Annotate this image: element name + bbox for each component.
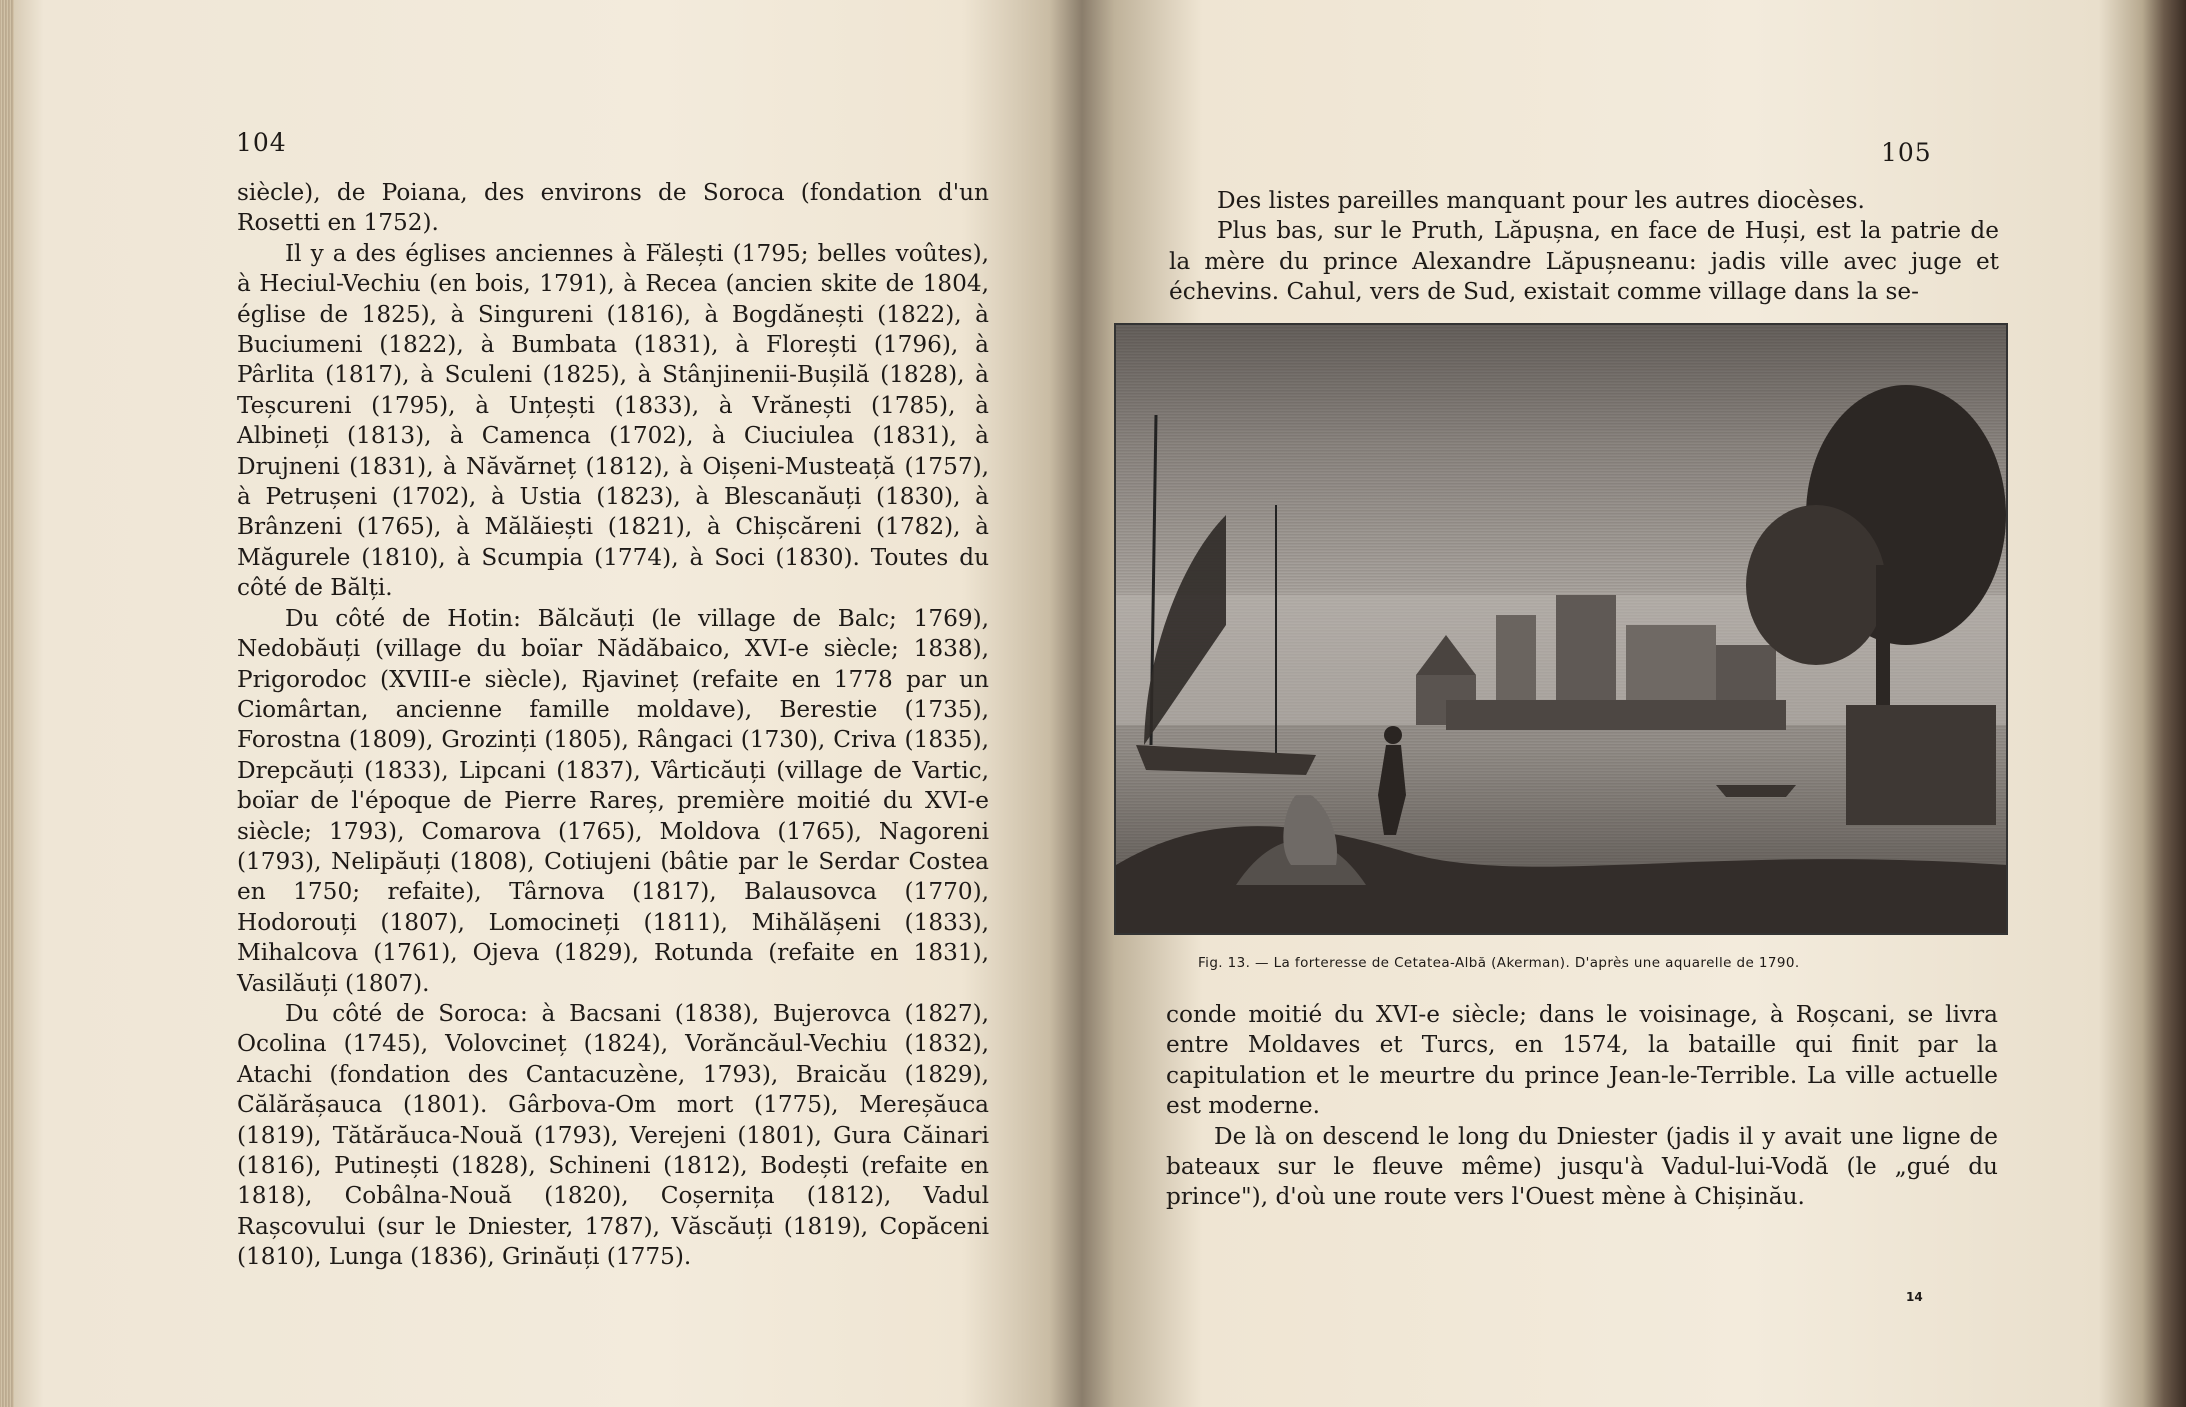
left-page-text bbox=[237, 178, 989, 1273]
right-page-text-top bbox=[1169, 186, 1999, 308]
paragraph: De là on descend le long du Dniester (jadis il y avait une ligne de bateaux sur le fleuve même) jusqu'à Vadul-lui-Vodă (le „gué du prince"), d'où une route vers l'Ouest mène à Chișinău. bbox=[1166, 1122, 1998, 1211]
right-page-text-bottom bbox=[1166, 1000, 1998, 1213]
paragraph: conde moitié du XVI-e siècle; dans le voisinage, à Roșcani, se livra entre Moldaves et Turcs, en 1574, la bataille qui finit par la capitulation et le meurtre du prince Jean-le-Terrible. La ville actuelle est moderne. bbox=[1166, 1001, 1998, 1120]
paragraph: Plus bas, sur le Pruth, Lăpușna, en face de Huși, est la patrie de la mère du prince Alexandre Lăpușneanu: jadis ville avec juge et échevins. Cahul, vers de Sud, existait comme village dans la se- bbox=[1169, 217, 1999, 306]
paragraph: Des listes pareilles manquant pour les autres diocèses. bbox=[1217, 187, 1865, 214]
paragraph: siècle), de Poiana, des environs de Soroca (fondation d'un Rosetti en 1752). bbox=[237, 179, 989, 237]
page-number-right: 105 bbox=[1881, 138, 1932, 167]
paragraph: Du côté de Hotin: Bălcăuți (le village de Balc; 1769), Nedobăuți (village du boïar Nădăbaico, XVI-e siècle; 1838), Prigorodoc (XVIII-e siècle), Rjavineț (refaite en 1778 par un Ciomârtan, ancienne famille moldave), Berestie (1735), Forostna (1809), Grozinți (1805), Rângaci (1730), Criva (1835), Drepcăuți (1833), Lipcani (1837), Vârticăuți (village de Vartic, boïar de l'époque de Pierre Rareș, première moitié du XVI-e siècle; 1793), Comarova (1765), Moldova (1765), Nagoreni (1793), Nelipăuți (1808), Cotiujeni (bâtie par le Serdar Costea en 1750; refaite), Târnova (1817), Balausovca (1770), Hodorouți (1807), Lomocineți (1811), Mihălășeni (1833), Mihalcova (1761), Ojeva (1829), Rotunda (refaite en 1831), Vasilăuți (1807). bbox=[237, 604, 989, 997]
paragraph: Il y a des églises anciennes à Fălești (1795; belles voûtes), à Heciul-Vechiu (en bois, 1791), à Recea (ancien skite de 1804, église de 1825), à Singureni (1816), à Bogdănești (1822), à Buciumeni (1822), à Bumbata (1831), à Florești (1796), à Pârlita (1817), à Sculeni (1825), à Stânjinenii-Bușilă (1828), à Teșcureni (1795), à Unțești (1833), à Vrănești (1785), à Albineți (1813), à Camenca (1702), à Ciuciulea (1831), à Drujneni (1831), à Năvărneț (1812), à Oișeni-Musteață (1757), à Petrușeni (1702), à Ustia (1823), à Blescanăuți (1830), à Brânzeni (1765), à Mălăiești (1821), à Chișcăreni (1782), à Măgurele (1810), à Scumpia (1774), à Soci (1830). Toutes du côté de Bălți. bbox=[237, 239, 989, 602]
left-page bbox=[0, 0, 1060, 1407]
signature-mark: 14 bbox=[1906, 1290, 1923, 1304]
page-number-left: 104 bbox=[236, 128, 287, 157]
engraving-illustration bbox=[1114, 323, 2008, 935]
fortress-engraving bbox=[1116, 325, 2006, 933]
figure-caption: Fig. 13. — La forteresse de Cetatea-Albă (Akerman). D'après une aquarelle de 1790. bbox=[1198, 955, 1800, 971]
paragraph: Du côté de Soroca: à Bacsani (1838), Bujerovca (1827), Ocolina (1745), Volovcineț (1824), Vorăncăul-Vechiu (1832), Atachi (fondation des Cantacuzène, 1793), Braicău (1829), Călărășauca (1801). Gârbova-Om mort (1775), Mereșăuca (1819), Tătărăuca-Nouă (1793), Verejeni (1801), Gura Căinari (1816), Putinești (1828), Schineni (1812), Bodești (refaite en 1818), Cobâlna-Nouă (1820), Coșernița (1812), Vadul Rașcovului (sur le Dniester, 1787), Văscăuți (1819), Copăceni (1810), Lunga (1836), Grinăuți (1775). bbox=[237, 999, 989, 1271]
right-page bbox=[1095, 0, 2186, 1407]
